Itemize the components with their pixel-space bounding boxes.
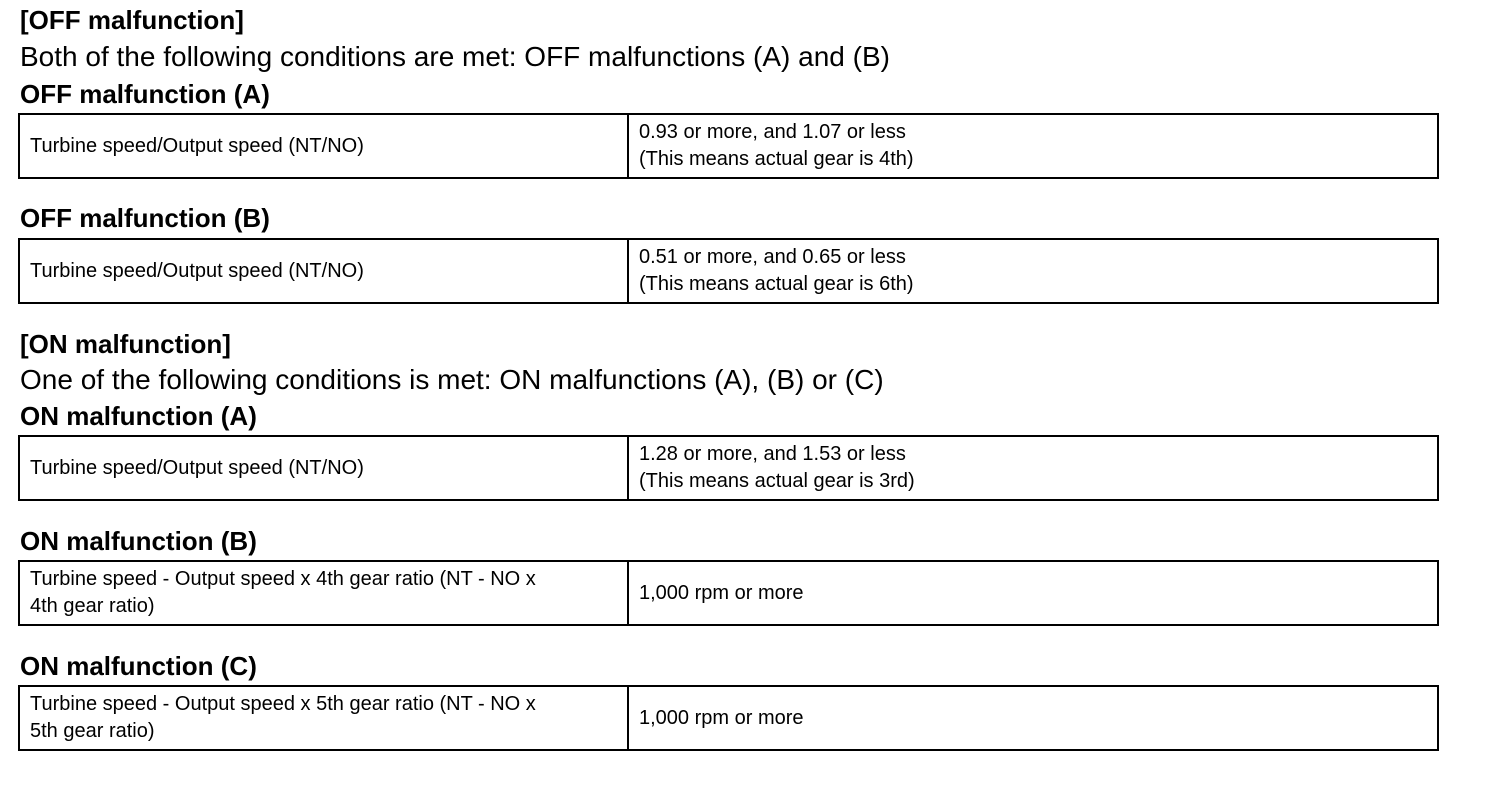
off-malfunction-b-table xyxy=(18,238,1439,304)
value-text: 1,000 rpm or more xyxy=(639,706,804,729)
value-cell xyxy=(628,436,1438,500)
value-text: 0.51 or more, and 0.65 or less xyxy=(639,246,906,268)
parameter-text: Turbine speed - Output speed x 4th gear ratio (NT - NO x xyxy=(30,568,536,590)
off-section-intro: Both of the following conditions are met: OFF malfunctions (A) and (B) xyxy=(20,41,890,72)
on-malfunction-c-table xyxy=(18,685,1439,751)
off-malfunction-a-table xyxy=(18,113,1439,179)
value-note: (This means actual gear is 6th) xyxy=(639,273,914,295)
parameter-cell xyxy=(19,561,628,625)
table-row xyxy=(19,561,1438,625)
table-row xyxy=(19,436,1438,500)
value-text: 0.93 or more, and 1.07 or less xyxy=(639,121,906,143)
parameter-text: Turbine speed - Output speed x 5th gear ratio (NT - NO x xyxy=(30,693,536,715)
value-text: 1.28 or more, and 1.53 or less xyxy=(639,443,906,465)
value-cell xyxy=(628,114,1438,178)
parameter-text: Turbine speed/Output speed (NT/NO) xyxy=(30,456,364,479)
value-cell xyxy=(628,686,1438,750)
parameter-text: Turbine speed/Output speed (NT/NO) xyxy=(30,259,364,282)
off-malfunction-a-heading: OFF malfunction (A) xyxy=(20,79,270,109)
parameter-cell xyxy=(19,686,628,750)
on-malfunction-a-heading: ON malfunction (A) xyxy=(20,401,257,431)
parameter-text-continued: 5th gear ratio) xyxy=(30,720,155,742)
value-note: (This means actual gear is 3rd) xyxy=(639,470,915,492)
value-cell xyxy=(628,561,1438,625)
parameter-cell xyxy=(19,436,628,500)
value-cell xyxy=(628,239,1438,303)
on-section-intro: One of the following conditions is met: ON malfunctions (A), (B) or (C) xyxy=(20,364,884,395)
value-note: (This means actual gear is 4th) xyxy=(639,148,914,170)
on-malfunction-b-heading: ON malfunction (B) xyxy=(20,526,257,556)
parameter-text: Turbine speed/Output speed (NT/NO) xyxy=(30,134,364,157)
parameter-text-continued: 4th gear ratio) xyxy=(30,595,155,617)
parameter-cell xyxy=(19,114,628,178)
table-row xyxy=(19,114,1438,178)
off-section-title: [OFF malfunction] xyxy=(20,5,244,35)
on-section-title: [ON malfunction] xyxy=(20,329,231,359)
parameter-cell xyxy=(19,239,628,303)
off-malfunction-b-heading: OFF malfunction (B) xyxy=(20,203,270,233)
on-malfunction-b-table xyxy=(18,560,1439,626)
table-row xyxy=(19,686,1438,750)
on-malfunction-c-heading: ON malfunction (C) xyxy=(20,651,257,681)
value-text: 1,000 rpm or more xyxy=(639,581,804,604)
on-malfunction-a-table xyxy=(18,435,1439,501)
table-row xyxy=(19,239,1438,303)
